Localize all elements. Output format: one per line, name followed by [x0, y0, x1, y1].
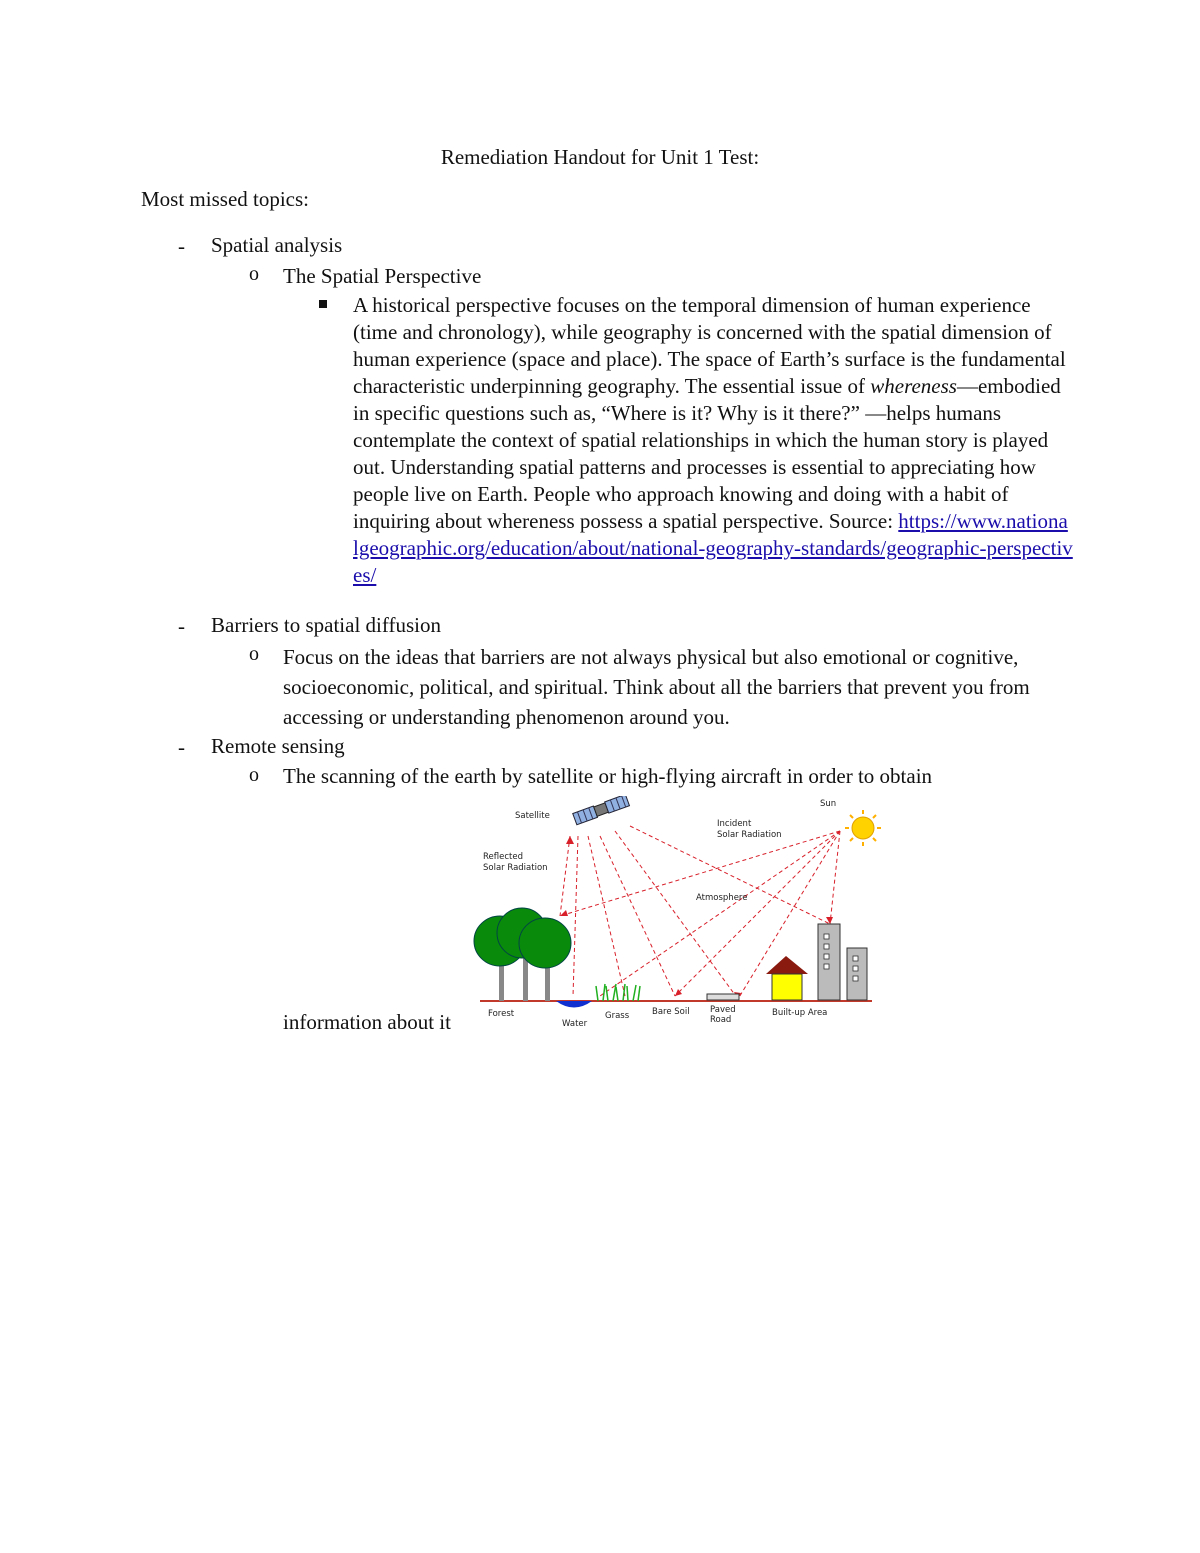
- intro-text: Most missed topics:: [141, 187, 310, 211]
- paragraph-text-1: A historical perspective focuses on the temporal dimension of human experience (time and chronology), while geography is concerned with the spatial dimension of human experience (space and place). The space of Earth’s surface is the fundamental characteristic underpinning geography. The essential issue of: [353, 293, 1066, 398]
- label-incident-1: Incident: [717, 819, 752, 829]
- label-water: Water: [562, 1019, 588, 1029]
- label-reflected-1: Reflected: [483, 852, 523, 862]
- topic-spatial-analysis: Spatial analysis: [211, 233, 343, 257]
- label-sun: Sun: [820, 799, 837, 809]
- label-satellite: Satellite: [515, 811, 550, 821]
- circle-bullet: o: [249, 263, 259, 285]
- dash-bullet: -: [178, 234, 185, 258]
- circle-bullet: o: [249, 643, 259, 665]
- topic-barriers: Barriers to spatial diffusion: [211, 613, 441, 637]
- subtopic-spatial-perspective: The Spatial Perspective: [283, 264, 482, 288]
- label-atmosphere: Atmosphere: [696, 893, 748, 903]
- topic-remote-sensing: Remote sensing: [211, 734, 345, 758]
- source-link[interactable]: https://www.nationalgeographic.org/education/about/national-geography-standards/geographic-perspectives/: [353, 509, 1073, 587]
- buildings-icon: [818, 924, 867, 1000]
- label-forest: Forest: [488, 1009, 515, 1019]
- satellite-icon: [573, 796, 630, 825]
- label-built-up: Built-up Area: [772, 1008, 828, 1018]
- water-icon: [556, 1001, 592, 1008]
- dash-bullet: -: [178, 735, 185, 759]
- label-incident-2: Solar Radiation: [717, 830, 782, 840]
- label-bare-soil: Bare Soil: [652, 1007, 690, 1017]
- forest-icon: [474, 908, 571, 1001]
- remote-sensing-description: The scanning of the earth by satellite or high-flying aircraft in order to obtain: [283, 764, 933, 788]
- whereness-term: whereness: [870, 374, 957, 398]
- barriers-description: Focus on the ideas that barriers are not always physical but also emotional or cognitive, socioeconomic, political, and spiritual. Think about all the barriers that prevent you from accessing or understanding phenomenon around you.: [283, 645, 1030, 729]
- remote-sensing-diagram: [470, 796, 890, 1036]
- circle-bullet: o: [249, 764, 259, 786]
- label-paved-1: Paved: [710, 1005, 736, 1015]
- paragraph-text-2: —embodied in specific questions such as, “Where is it? Why is it there?” —helps humans contemplate the context of spatial relationships in which the human story is played out. Understanding spatial patterns and processes is essential to appreciating how people live on Earth. People who approach knowing and doing with a habit of inquiring about whereness possess a spatial perspective. Source:: [353, 374, 1061, 533]
- grass-icon: [596, 984, 640, 1001]
- spatial-perspective-paragraph: [353, 292, 1073, 589]
- paved-road-icon: [707, 994, 739, 1000]
- remote-sensing-description-end: information about it: [283, 1010, 451, 1034]
- label-grass: Grass: [605, 1011, 630, 1021]
- label-reflected-2: Solar Radiation: [483, 863, 548, 873]
- page-title: Remediation Handout for Unit 1 Test:: [440, 145, 760, 169]
- label-paved-2: Road: [710, 1015, 732, 1025]
- dash-bullet: -: [178, 614, 185, 638]
- square-bullet: [319, 300, 327, 308]
- sun-icon: [845, 810, 881, 846]
- house-icon: [766, 956, 808, 1000]
